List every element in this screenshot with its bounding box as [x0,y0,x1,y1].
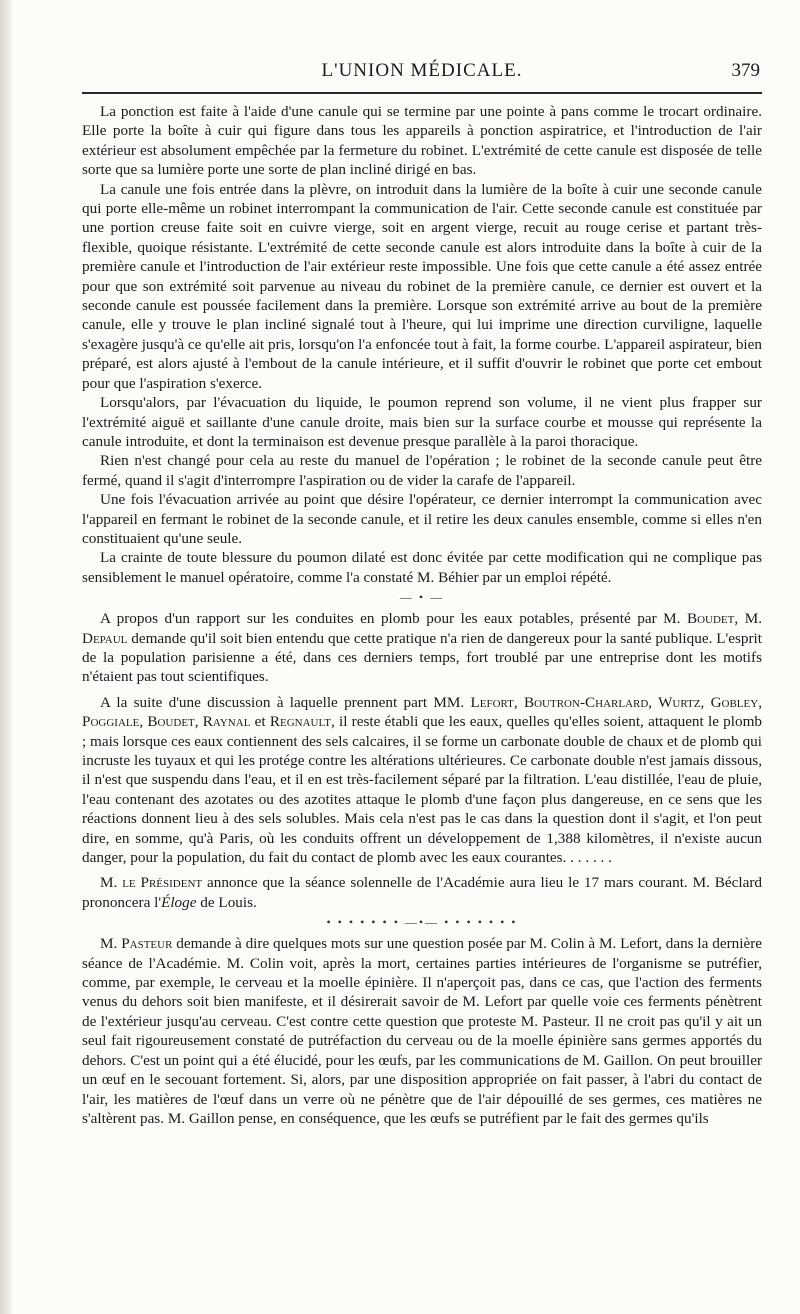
paragraph-robinet: Rien n'est changé pour cela au reste du manuel de l'opération ; le robinet de la seconde canule peut être fermé, quand il s'agit d'interrompre l'aspiration ou de vider la carafe de l'appareil. [82,452,762,489]
president-lead: M. [100,874,118,892]
eloge-title: Éloge [161,893,197,911]
paragraph-seconde-canule: La canule une fois entrée dans la plèvre, on introduit dans la lumière de la boîte à cuir une seconde canule qui porte elle-même un robinet interrompant la communication de l'air. Cette seconde canule est constituée par une portion creuse faite soit en cuivre vierge, soit en argent vierge, recuit au rouge cerise et partant très-flexible, quoique résistante. L'extrémité de cette seconde canule est alors introduite dans la boîte à cuir de la première canule et l'introduction de l'air extérieur reste impossible. Une fois que cette canule a été assez entrée pour que son extrémité soit parvenue au niveau du robinet de la première canule, ce dernier est ouvert et la seconde canule est poussée facilement dans la première. Lorsque son extrémité arrive au bout de la première canule, elle y trouve le plan incliné signalé tout à l'heure, qui lui imprime une direction curviligne, laquelle s'exagère jusqu'à ce qu'elle ait pris, lorsqu'on l'a enfoncée tout à fait, la forme courbe. L'appareil aspirateur, bien préparé, est alors ajusté à l'embout de la canule intérieure, et il suffit d'ouvrir le robinet que porte cet embout pour que l'aspiration s'exerce. [82,180,762,392]
president-title: le Président [122,874,203,892]
paragraph-ponction: La ponction est faite à l'aide d'une canule qui se termine par une pointe à pans comme le trocart ordinaire. Elle porte la boîte à cuir qui figure dans tous les appareils à ponction aspiratrice, et l'introduction de l'air extérieur est absolument empêchée par la fermeture du robinet. L'extrémité de cette canule est disposée de telle sorte que sa lumière porte une sorte de plan incliné dirigé en bas. [82,103,762,179]
paragraph-crainte: La crainte de toute blessure du poumon dilaté est donc évitée par cette modification qui ne complique pas sensiblement le manuel opératoire, comme l'a constaté M. Béhier par un emploi répété. [82,549,762,586]
discussion-and: et [250,713,270,731]
pasteur-lead: M. [100,935,118,953]
journal-title: L'UNION MÉDICALE. [321,60,523,81]
president-end: de Louis. [196,893,257,911]
paragraph-president [82,873,762,912]
page-header [82,58,762,94]
name-regnault: Regnault [269,713,331,731]
paragraph-depaul [82,609,762,687]
paragraph-discussion [82,693,762,868]
page-edge-shadow [0,0,14,1314]
name-pasteur: Pasteur [121,935,173,953]
depaul-lead: A propos d'un rapport sur les conduites en plomb pour les eaux potables, présenté par M. [100,610,681,628]
discussion-rest: , il reste établi que les eaux, quelles qu'elles soient, attaquent le plomb ; mais lorsque ces eaux contiennent des sels calcaires, il se forme un carbonate double de chaux et de plomb qui incruste les tuyaux et qui les protége contre les altérations ultérieures. Ce carbonate double n'est jamais dissous, il n'est que suspendu dans l'eau, et il en est très-facilement séparé par la filtration. L'eau distillée, l'eau de pluie, l'eau contenant des azotates ou des azotites attaque le plomb d'une façon plus dangereuse, en ce sens que les réactions donnent lieu à des sels solubles. Mais cela n'est pas le cas dans la question dont il s'agit, et l'on peut dire, en somme, qu'à Paris, où les conduits offrent un développement de 1,388 kilomètres, il n'existe aucun danger, pour la population, du fait du contact de plomb avec les eaux courantes. . . . . . . [82,713,762,867]
name-boudet: Boudet [686,610,735,628]
page-number: 379 [731,60,760,81]
journal-page [82,58,762,1303]
section-separator: — • — [399,590,445,605]
president-rest: annonce que la séance solennelle de l'Académie aura lieu le 17 mars courant. M. Béclard prononcera l' [82,874,762,911]
paragraph-poumon: Lorsqu'alors, par l'évacuation du liquide, le poumon reprend son volume, il ne vient plus frapper sur l'extrémité aiguë et saillante d'une canule droite, mais bien sur la surface courbe et mousse qui représente la canule introduite, et dont la terminaison est devenue presque parallèle à la paroi thoracique. [82,394,762,450]
paragraph-evacuation: Une fois l'évacuation arrivée au point que désire l'opérateur, ce dernier interrompt la communication avec l'appareil en fermant le robinet de la seconde canule, et il retire les deux canules ensemble, comme si elles n'en constituaient qu'une seule. [82,491,762,547]
depaul-mid: , M. [734,610,762,628]
discussion-names: Lefort, Boutron-Charlard, Wurtz, Gobley, Poggiale, Boudet, Raynal [82,693,762,731]
depaul-rest: demande qu'il soit bien entendu que cette pratique n'a rien de dangereux pour la santé publique. L'esprit de la population parisienne a été, dans ces derniers temps, fort troublé par une entreprise dont les motifs n'étaient pas tout scientifiques. [82,629,762,686]
article-body [82,102,762,1128]
discussion-lead: A la suite d'une discussion à laquelle prennent part MM. [100,693,465,711]
name-depaul: Depaul [82,629,128,647]
paragraph-pasteur [82,934,762,1128]
section-separator: • • • • • • • —•— • • • • • • • [326,915,518,930]
pasteur-rest: demande à dire quelques mots sur une question posée par M. Colin à M. Lefort, dans la dernière séance de l'Académie. M. Colin voit, après la mort, certaines parties intérieures de l'organisme se putréfier, comme, par exemple, le cerveau et la moelle épinière. Il n'aperçoit pas, dans ce cas, que l'action des ferments venus du dehors soit bien manifeste, et il désirerait savoir de M. Lefort par quelle voie ces ferments pénètrent de l'extérieur jusqu'au cerveau. C'est contre cette question que proteste M. Pasteur. Il ne croit pas qu'il y ait un seul fait rigoureusement constaté de putréfaction du cerveau ou de la moelle épinière sans germes apportés du dehors. C'est un point qui a été élucidé, pour les œufs, par les communications de M. Gaillon. On peut brouiller un œuf en le secouant fortement. Si, alors, par une disposition appropriée on fait passer, à l'abri du contact de l'air, les matières de l'œuf dans un verre où ne pénètre que de l'air dépouillé de ses germes, ces matières ne s'altèrent pas. M. Gaillon pense, en conséquence, que les œufs se putréfient par le fait des germes qu'ils [82,935,762,1127]
